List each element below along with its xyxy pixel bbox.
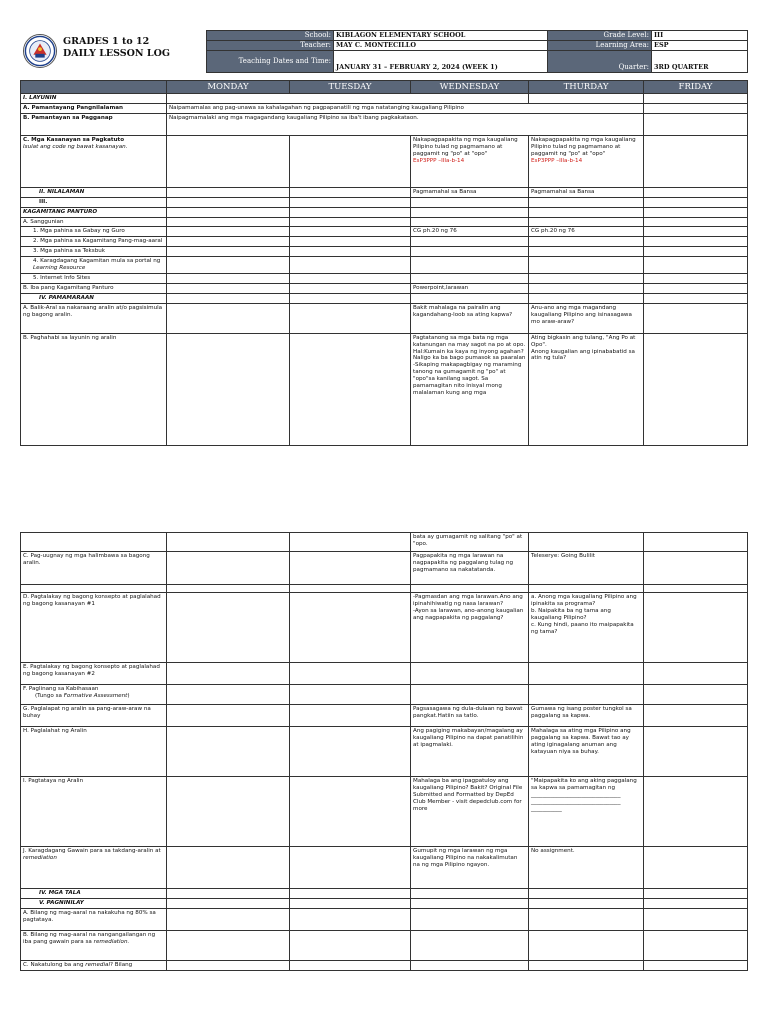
paghahabi-thu: Ating bigkasin ang tulang, "Ang Po at Opo". Anong kaugalian ang ipinababatid sa atin ng tula?	[529, 333, 644, 445]
table-row	[21, 227, 748, 237]
dll-header	[20, 30, 747, 72]
row-label-pag-uugnay: C. Pag-uugnay ng mga halimbawa sa bagong aralin.	[21, 552, 167, 585]
section-pamamaraan: IV. PAMAMARAAN	[21, 293, 167, 303]
school-label: School:	[207, 31, 334, 41]
table-row	[21, 898, 748, 908]
table-row	[21, 593, 748, 663]
table-row	[21, 197, 748, 207]
row-label-b: B. Pamantayan sa Pagganap	[21, 113, 167, 135]
section-pagninilay: V. PAGNINILAY	[21, 898, 167, 908]
table-row	[21, 777, 748, 847]
log-title-line2: DAILY LESSON LOG	[63, 48, 170, 59]
day-thursday: THURDAY	[529, 81, 644, 94]
row-label-sanggunian: A. Sanggunian	[21, 217, 167, 227]
row-label-kabihasaan: F. Paglinang sa Kabihasaan (Tungo sa Formative Assessment)	[21, 685, 167, 705]
table-row	[21, 930, 748, 960]
table-row	[21, 247, 748, 257]
kagamitan-wed: Powerpoint,larawan	[411, 283, 529, 293]
table-row	[21, 257, 748, 274]
section-kagamitan: KAGAMITANG PANTURO	[21, 207, 167, 217]
row-label-kagamitang-pang-mag-aaral: 2. Mga pahina sa Kagamitang Pang-mag-aaral	[21, 237, 167, 247]
table-row	[21, 552, 748, 585]
table-row	[21, 585, 748, 593]
row-label-balik-aral: A. Balik-Aral sa nakaraang aralin at/o pagsisimula ng bagong aralin.	[21, 303, 167, 333]
gabay-wed: CG ph.20 ng 76	[411, 227, 529, 237]
row-label-80-percent: A. Bilang ng mag-aaral na nakakuha ng 80% sa pagtataya.	[21, 908, 167, 930]
table-row	[21, 727, 748, 777]
row-label-paglalahat: H. Paglalahat ng Aralin	[21, 727, 167, 777]
table-row	[21, 685, 748, 705]
table-row	[21, 237, 748, 247]
quarter-label: Quarter:	[548, 51, 652, 73]
nilalaman-wed: Pagmamahal sa Bansa	[411, 187, 529, 197]
table-row	[21, 333, 748, 445]
school-value: KIBLAGON ELEMENTARY SCHOOL	[334, 31, 548, 41]
table-row	[21, 207, 748, 217]
deped-seal-icon	[23, 34, 57, 68]
karagdagang-gawain-wed: Gumupit ng mga larawan ng mga kaugaliang Pilipino na nakakalimutan na ng mga Pilipino ngayon.	[411, 847, 529, 889]
pagtalakay-1-wed: -Pagmasdan ang mga larawan.Ano ang ipinahihiwatig ng nasa larawan? -Ayon sa larawan, ano-anong kaugalian ang nagpapakita ng paggalang?	[411, 593, 529, 663]
table-row	[21, 94, 748, 104]
nilalaman-thu: Pagmamahal sa Bansa	[529, 187, 644, 197]
row-label-teksbuk: 3. Mga pahina sa Teksbuk	[21, 247, 167, 257]
pamantayan-pagganap-text: Naipagmamalaki ang mga magagandang kaugaliang Pilipino sa iba't ibang pagkakataon.	[167, 113, 644, 135]
row-label-remediation-count: B. Bilang ng mag-aaral na nangangailangan ng iba pang gawain para sa remediation.	[21, 930, 167, 960]
table-row	[21, 960, 748, 970]
code-thu: EsP3PPP –IIIa-b-14	[531, 157, 583, 164]
area-label: Learning Area:	[548, 41, 652, 51]
table-row	[21, 135, 748, 187]
row-label-gabay: 1. Mga pahina sa Gabay ng Guro	[21, 227, 167, 237]
pagtalakay-1-thu: a. Anong mga kaugaliang Pilipino ang ipinakita sa programa? b. Naipakita ba ng tama ang kaugaliang Pilipino? c. Kung hindi, paano ito maipapakita ng tama?	[529, 593, 644, 663]
balik-aral-thu: Anu-ano ang mga magandang kaugaliang Pilipino ang isinasagawa mo araw-araw?	[529, 303, 644, 333]
pagtataya-wed: Mahalaga ba ang ipagpatuloy ang kaugaliang Pilipino? Bakit? Original File Submitted and Formatted by DepEd Club Member - visit depedclub.com for more	[411, 777, 529, 847]
section-nilalaman: II. NILALAMAN	[21, 187, 167, 197]
section-mga-tala: IV. MGA TALA	[21, 889, 167, 899]
balik-aral-wed: Bakit mahalaga na pairalin ang kagandahang-loob sa ating kapwa?	[411, 303, 529, 333]
code-wed: EsP3PPP –IIIa-b-14	[413, 157, 465, 164]
paghahabi-wed-continued: bata ay gumagamit ng salitang "po" at "opo.	[411, 533, 529, 552]
table-row	[21, 113, 748, 135]
lesson-table-page2	[20, 532, 748, 971]
table-row	[21, 283, 748, 293]
table-row	[21, 303, 748, 333]
lesson-table-page1	[20, 80, 748, 446]
grade-value: III	[652, 31, 748, 41]
table-row	[21, 217, 748, 227]
row-label-paglalapat: G. Paglalapat ng aralin sa pang-araw-araw na buhay	[21, 705, 167, 727]
teacher-value: MAY C. MONTECILLO	[334, 41, 548, 51]
table-row	[21, 847, 748, 889]
row-label-lr-portal: 4. Karagdagang Kagamitan mula sa portal ng Learning Resource	[21, 257, 167, 274]
grade-label: Grade Level:	[548, 31, 652, 41]
day-tuesday: TUESDAY	[290, 81, 411, 94]
table-row	[21, 663, 748, 685]
table-row	[21, 889, 748, 899]
day-friday: FRIDAY	[644, 81, 748, 94]
table-row	[21, 705, 748, 727]
paglalahat-wed: Ang pagiging makabayan/magalang ay kaugaliang Pilipino na dapat panatilihin at ipagmalaki.	[411, 727, 529, 777]
section-iii: III.	[21, 197, 167, 207]
pagtataya-thu: "Maipapakita ko ang aking paggalang sa kapwa sa pamamagitan ng ________________________________ ________________________________ ___________	[529, 777, 644, 847]
log-title-line1: GRADES 1 to 12	[63, 36, 150, 47]
day-header-row	[21, 81, 748, 94]
table-row	[21, 187, 748, 197]
row-label-a: A. Pamantayang Pangnilalaman	[21, 103, 167, 113]
row-label-c: C. Mga Kasanayan sa Pagkatuto Isulat ang code ng bawat kasanayan.	[21, 135, 167, 187]
row-label-karagdagang-gawain: J. Karagdagang Gawain para sa takdang-aralin at remediation	[21, 847, 167, 889]
table-row	[21, 273, 748, 283]
row-label-pagtalakay-1: D. Pagtalakay ng bagong konsepto at paglalahad ng bagong kasanayan #1	[21, 593, 167, 663]
pag-uugnay-wed: Pagpapakita ng mga larawan na nagpapakita ng paggalang tulag ng pagmamano sa nakatatanda.	[411, 552, 529, 585]
row-label-pagtataya: I. Pagtataya ng Aralin	[21, 777, 167, 847]
row-label-remedial-helped: C. Nakatulong ba ang remedial? Bilang	[21, 960, 167, 970]
info-table	[206, 30, 748, 73]
paghahabi-wed: Pagtatanong sa mga bata ng mga katanungan na may sagot na po at opo. Hal:Kumain ka kaya ng inyong agahan?Naligo ka ba bago pumasok sa paaralan -Sikaping makapagbigay ng maraming tanong na gumagamit ng "po" at "opo"sa kanilang sagot. Sa pamamagitan nito inisyal mong malalaman kung ang mga	[411, 333, 529, 445]
teacher-label: Teacher:	[207, 41, 334, 51]
row-label-pagtalakay-2: E. Pagtalakay ng bagong konsepto at paglalahad ng bagong kasanayan #2	[21, 663, 167, 685]
paglalapat-wed: Pagsasagawa ng dula-dulaan ng bawat pangkat.Hatiin sa tatlo.	[411, 705, 529, 727]
day-wednesday: WEDNESDAY	[411, 81, 529, 94]
day-monday: MONDAY	[167, 81, 290, 94]
dates-value: JANUARY 31 – FEBRUARY 2, 2024 (WEEK 1)	[334, 51, 548, 73]
kasanayan-wed: Nakapagpapakita ng mga kaugaliang Pilipino tulad ng pagmamano at paggamit ng "po" at "opo" EsP3PPP –IIIa-b-14	[411, 135, 529, 187]
area-value: ESP	[652, 41, 748, 51]
table-row	[21, 103, 748, 113]
log-title	[63, 36, 170, 60]
section-layunin: I. LAYUNIN	[21, 94, 167, 104]
pag-uugnay-thu: Teleserye: Going Bulilit	[529, 552, 644, 585]
pamantayang-pangnilalaman-text: Naipamamalas ang pag-unawa sa kahalagahan ng pagpapanatili ng mga natatanging kaugaliang Pilipino	[167, 103, 644, 113]
table-row	[21, 293, 748, 303]
row-label-paghahabi: B. Paghahabi sa layunin ng aralin	[21, 333, 167, 445]
row-label-iba-pang-kagamitan: B. Iba pang Kagamitang Panturo	[21, 283, 167, 293]
paglalapat-thu: Gumawa ng isang poster tungkol sa paggalang sa kapwa.	[529, 705, 644, 727]
gabay-thu: CG ph.20 ng 76	[529, 227, 644, 237]
quarter-value: 3RD QUARTER	[652, 51, 748, 73]
table-row	[21, 908, 748, 930]
kasanayan-thu: Nakapagpapakita ng mga kaugaliang Pilipino tulad ng pagmamano at paggamit ng "po" at "opo" EsP3PPP –IIIa-b-14	[529, 135, 644, 187]
karagdagang-gawain-thu: No assignment.	[529, 847, 644, 889]
dates-label: Teaching Dates and Time:	[207, 51, 334, 73]
table-row	[21, 533, 748, 552]
paglalahat-thu: Mahalaga sa ating mga Pilipino ang paggalang sa kapwa. Bawat tao ay ating iginagalang anuman ang katayuan niya sa buhay.	[529, 727, 644, 777]
row-label-internet: 5. Internet Info Sites	[21, 273, 167, 283]
